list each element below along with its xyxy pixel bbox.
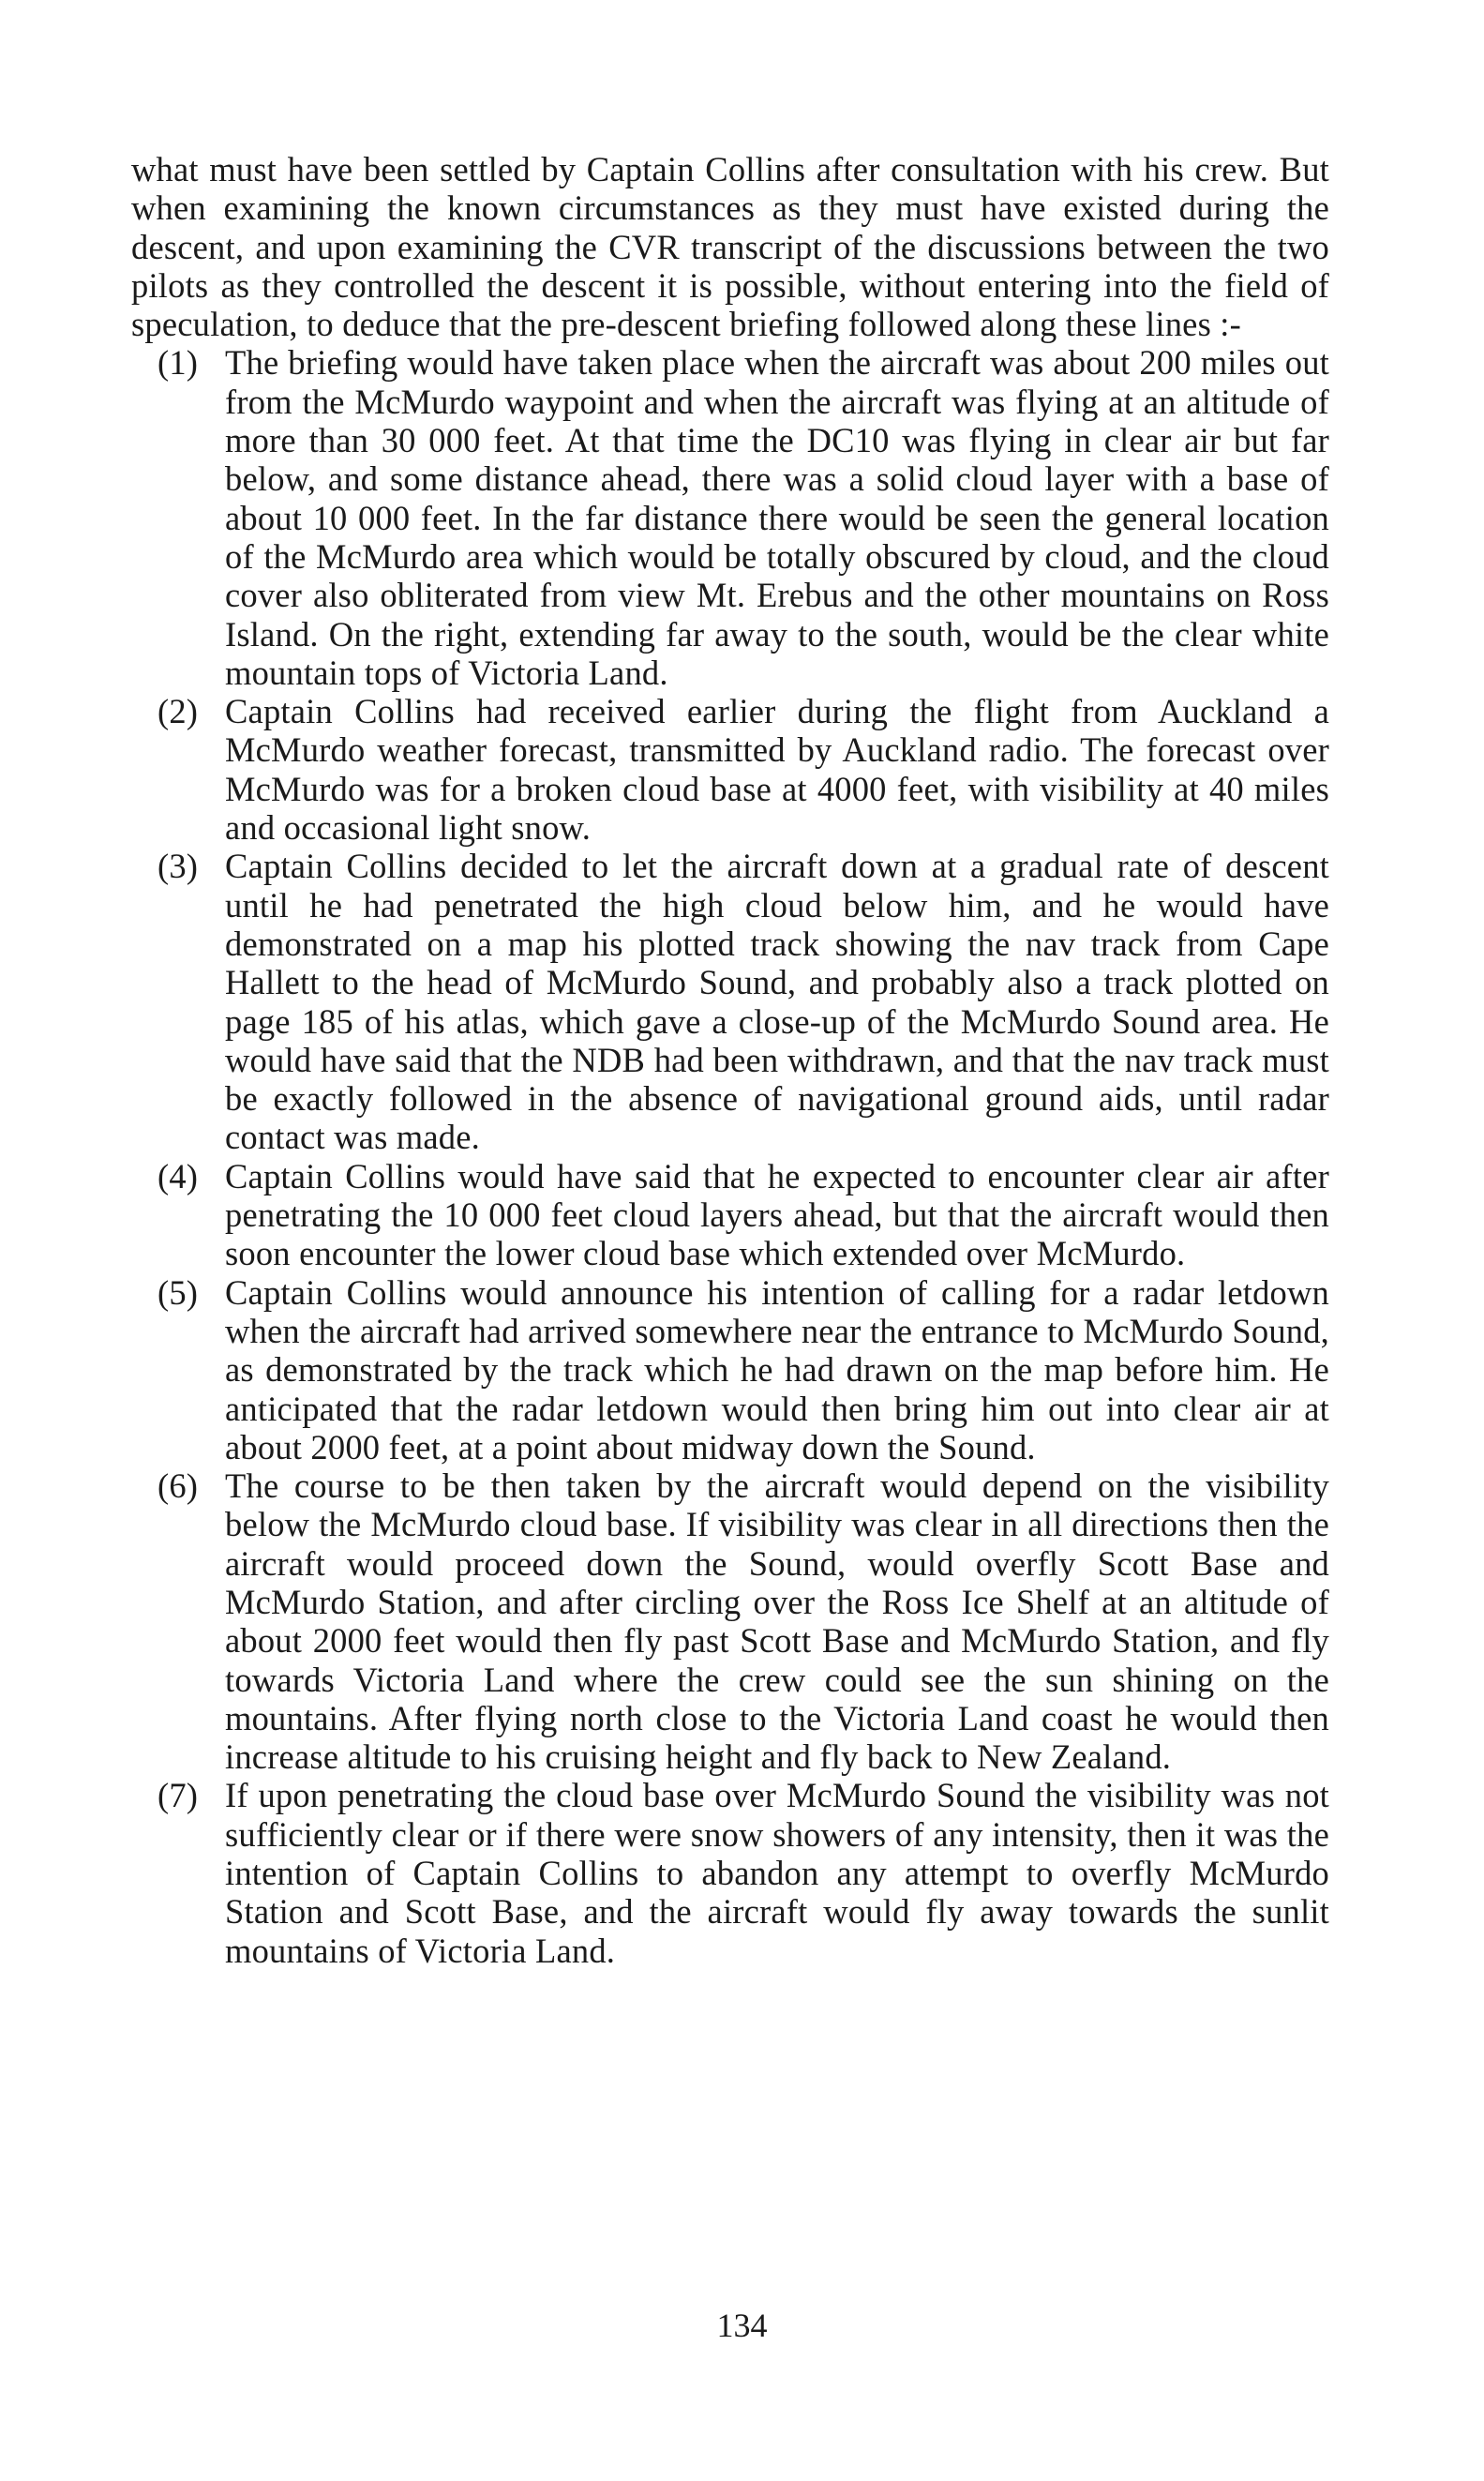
list-item-text: Captain Collins had received earlier during the flight from Auckland a McMurdo weather forecast, transmitted by Auckland radio. The forecast over McMurdo was for a broken cloud base at 4000 feet, with visibility at 40 miles and occasional light snow. xyxy=(225,692,1329,848)
list-item-text: Captain Collins would have said that he expected to encounter clear air after penetrating the 10 000 feet cloud layers ahead, but that the aircraft would then soon encounter the lower cloud base which extended over McMurdo. xyxy=(225,1156,1329,1273)
briefing-list xyxy=(131,343,1329,1969)
page-number: 134 xyxy=(716,2307,768,2344)
list-item-text: If upon penetrating the cloud base over McMurdo Sound the visibility was not sufficiently clear or if there were snow showers of any intensity, then it was the intention of Captain Collins to abandon any attempt to overfly McMurdo Station and Scott Base, and the aircraft would fly away towards the sunlit mountains of Victoria Land. xyxy=(225,1776,1329,1970)
list-item-text: The course to be then taken by the aircraft would depend on the visibility below the McMurdo cloud base. If visibility was clear in all directions then the aircraft would proceed down the Sound, would overfly Scott Base and McMurdo Station, and after circling over the Ross Ice Shelf at an altitude of about 2000 feet would then fly past Scott Base and McMurdo Station, and fly towards Victoria Land where the crew could see the sun shining on the mountains. After flying north close to the Victoria Land coast he would then increase altitude to his cruising height and fly back to New Zealand. xyxy=(225,1466,1329,1777)
list-item-number: (3) xyxy=(157,847,199,886)
list-item-number: (2) xyxy=(157,692,199,731)
list-item xyxy=(131,1157,1329,1273)
list-item-number: (6) xyxy=(157,1466,199,1506)
list-item xyxy=(131,1273,1329,1466)
list-item xyxy=(131,847,1329,1156)
list-item xyxy=(131,343,1329,692)
intro-paragraph: what must have been settled by Captain Collins after consultation with his crew. But when examining the known circumstances as they must have existed during the descent, and upon examining the CVR transcript of the discussions between the two pilots as they controlled the descent it is possible, without entering into the field of speculation, to deduce that the pre-descent briefing followed along these lines :- xyxy=(131,150,1329,344)
list-item-number: (4) xyxy=(157,1156,199,1195)
list-item-text: Captain Collins would announce his intention of calling for a radar letdown when the aircraft had arrived somewhere near the entrance to McMurdo Sound, as demonstrated by the track which he had drawn on the map before him. He anticipated that the radar letdown would then bring him out into clear air at about 2000 feet, at a point about midway down the Sound. xyxy=(225,1272,1329,1466)
list-item-number: (7) xyxy=(157,1776,199,1815)
list-item xyxy=(131,692,1329,847)
body-text xyxy=(131,150,1329,1970)
list-item-text: Captain Collins decided to let the aircraft down at a gradual rate of descent until he had penetrated the high cloud below him, and he would have demonstrated on a map his plotted track showing the nav track from Cape Hallett to the head of McMurdo Sound, and probably also a track plotted on page 185 of his atlas, which gave a close-up of the McMurdo Sound area. He would have said that the NDB had been withdrawn, and that the nav track must be exactly followed in the absence of navigational ground aids, until radar contact was made. xyxy=(225,847,1329,1157)
list-item-text: The briefing would have taken place when the aircraft was about 200 miles out from the McMurdo waypoint and when the aircraft was flying at an altitude of more than 30 000 feet. At that time the DC10 was flying in clear air but far below, and some distance ahead, there was a solid cloud layer with a base of about 10 000 feet. In the far distance there would be seen the general location of the McMurdo area which would be totally obscured by cloud, and the cloud cover also obliterated from view Mt. Erebus and the other mountains on Ross Island. On the right, extending far away to the south, would be the clear white mountain tops of Victoria Land. xyxy=(225,343,1329,692)
list-item-number: (1) xyxy=(157,343,199,383)
list-item xyxy=(131,1466,1329,1776)
list-item-number: (5) xyxy=(157,1272,199,1312)
list-item xyxy=(131,1776,1329,1969)
